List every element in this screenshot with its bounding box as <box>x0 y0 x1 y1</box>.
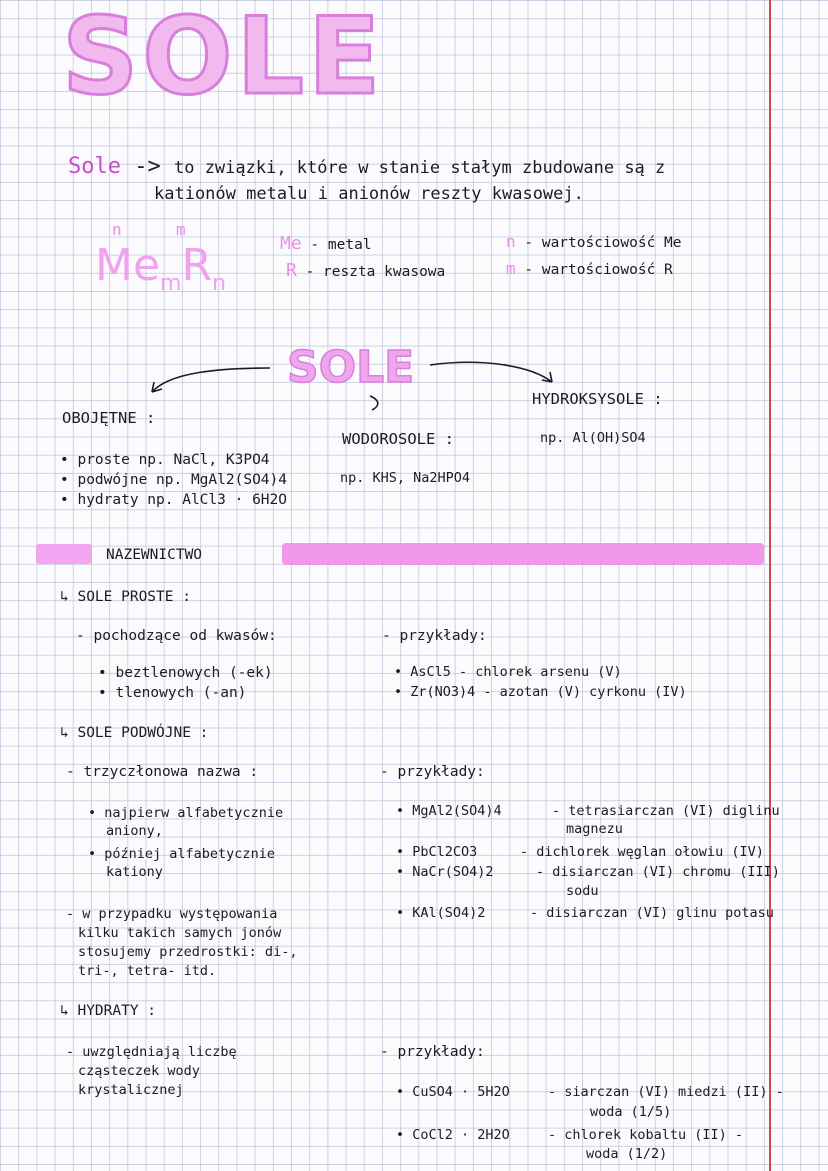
hydraty-heading: ↳ HYDRATY : <box>60 1003 157 1019</box>
podwojne-item-cont: kationy <box>106 864 163 880</box>
legend-me: Me - metal <box>280 233 372 254</box>
wodoro-example: np. KHS, Na2HPO4 <box>340 470 471 486</box>
podwojne-example-name: - tetrasiarczan (VI) diglinu <box>552 803 780 819</box>
formula-r: R <box>181 240 213 291</box>
legend-r: R - reszta kwasowa <box>286 260 446 281</box>
podwojne-ex-heading: - przykłady: <box>380 764 485 780</box>
hydraty-example-name: - siarczan (VI) miedzi (II) - <box>548 1084 784 1100</box>
podwojne-example-name-cont: sodu <box>566 883 599 899</box>
legend-m: m - wartościowość R <box>506 259 673 278</box>
podwojne-item: • później alfabetycznie <box>88 846 275 862</box>
podwojne-example-name-cont: magnezu <box>566 821 623 837</box>
definition-line2: kationów metalu i anionów reszty kwasowej. <box>154 184 584 204</box>
page-title: SOLE <box>62 0 385 118</box>
podwojne-note-line: - w przypadku występowania <box>66 906 278 922</box>
legend-n: n - wartościowość Me <box>506 232 682 251</box>
oboj-item: • hydraty np. AlCl3 · 6H2O <box>60 492 287 508</box>
hydraty-example-name-cont: woda (1/2) <box>586 1146 668 1162</box>
hydraty-note-line: krystalicznej <box>78 1082 184 1098</box>
wodoro-heading: WODOROSOLE : <box>342 430 454 448</box>
podwojne-lead: - trzyczłonowa nazwa : <box>66 764 259 780</box>
formula-me: Me <box>95 240 161 291</box>
podwojne-item: • najpierw alfabetycznie <box>88 805 283 821</box>
proste-example: • AsCl5 - chlorek arsenu (V) <box>394 664 622 680</box>
podwojne-note-line: kilku takich samych jonów <box>78 925 282 941</box>
proste-example: • Zr(NO3)4 - azotan (V) cyrkonu (IV) <box>394 684 687 700</box>
hydraty-note-line: - uwzględniają liczbę <box>66 1044 237 1060</box>
hydraty-example-name: - chlorek kobaltu (II) - <box>548 1127 744 1143</box>
oboj-item: • podwójne np. MgAl2(SO4)4 <box>60 472 287 488</box>
podwojne-item-cont: aniony, <box>106 823 163 839</box>
oboj-item: • proste np. NaCl, K3PO4 <box>60 452 270 468</box>
highlight-left <box>36 544 92 564</box>
diagram-center-title: SOLE <box>287 342 415 393</box>
hydraty-note-line: cząsteczek wody <box>78 1063 200 1079</box>
podwojne-note-line: stosujemy przedrostki: di-, <box>78 944 298 960</box>
formula-sub-m: m <box>160 270 182 296</box>
proste-heading: ↳ SOLE PROSTE : <box>60 589 191 605</box>
formula-sup-n: n <box>112 220 122 239</box>
podwojne-note-line: tri-, tetra- itd. <box>78 963 217 979</box>
proste-ex-heading: - przykłady: <box>382 628 487 644</box>
proste-item: • beztlenowych (-ek) <box>98 665 273 681</box>
section-heading-nazewnictwo: NAZEWNICTWO <box>106 547 203 563</box>
proste-item: • tlenowych (-an) <box>98 685 246 701</box>
hydraty-example-formula: • CoCl2 · 2H2O <box>396 1127 510 1143</box>
proste-lead: - pochodzące od kwasów: <box>76 628 277 644</box>
hydraty-example-name-cont: woda (1/5) <box>590 1104 672 1120</box>
oboj-heading: OBOJĘTNE : <box>62 409 156 427</box>
podwojne-example-name: - disiarczan (VI) chromu (III) <box>536 864 780 880</box>
podwojne-example-name: - dichlorek węglan ołowiu (IV) <box>520 844 764 860</box>
podwojne-example-formula: • MgAl2(SO4)4 <box>396 803 502 819</box>
formula-sup-m: m <box>176 220 186 239</box>
hydroksy-example: np. Al(OH)SO4 <box>540 430 646 446</box>
definition-arrow: -> <box>134 154 161 179</box>
highlight-right <box>282 543 764 565</box>
podwojne-heading: ↳ SOLE PODWÓJNE : <box>60 725 209 741</box>
arrow-left <box>152 368 270 392</box>
definition-term: Sole <box>68 154 121 179</box>
podwojne-example-formula: • PbCl2CO3 <box>396 844 477 860</box>
formula-sub-n: n <box>212 270 227 296</box>
hydroksy-heading: HYDROKSYSOLE : <box>532 390 663 408</box>
arrow-down <box>370 396 378 410</box>
arrow-right <box>430 362 552 382</box>
podwojne-example-name: - disiarczan (VI) glinu potasu <box>530 905 774 921</box>
definition-line1: to związki, które w stanie stałym zbudowane są z <box>173 158 666 178</box>
hydraty-ex-heading: - przykłady: <box>380 1044 485 1060</box>
hydraty-example-formula: • CuSO4 · 5H2O <box>396 1084 510 1100</box>
podwojne-example-formula: • NaCr(SO4)2 <box>396 864 494 880</box>
podwojne-example-formula: • KAl(SO4)2 <box>396 905 485 921</box>
